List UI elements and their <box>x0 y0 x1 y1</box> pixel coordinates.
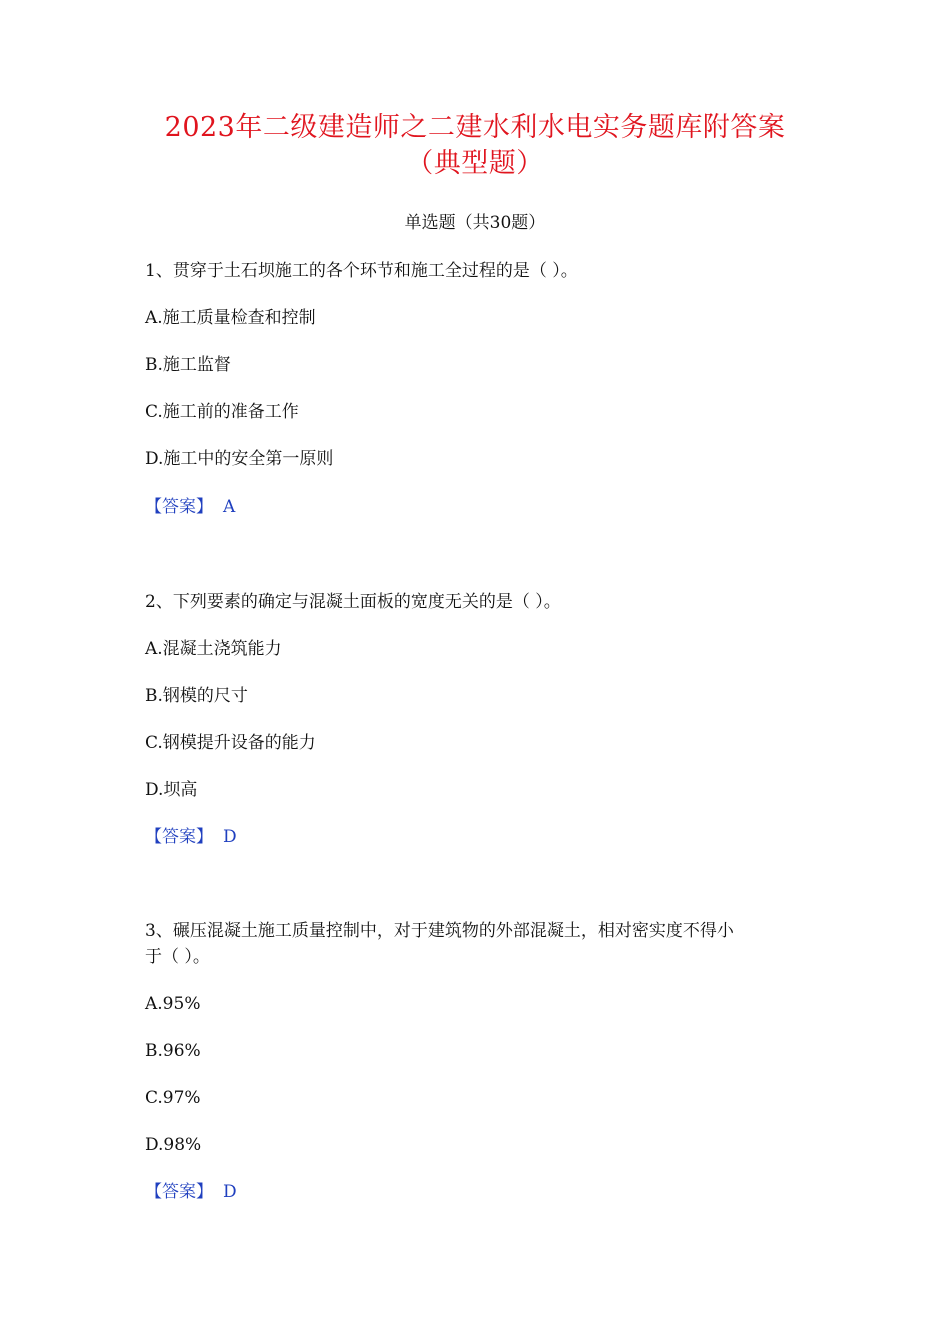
question-2-option-a: A.混凝土浇筑能力 <box>145 639 282 659</box>
question-1-stem: 1、贯穿于土石坝施工的各个环节和施工全过程的是（ ）。 <box>145 261 578 281</box>
question-3-option-c: C.97% <box>145 1088 201 1108</box>
question-2-option-b: B.钢模的尺寸 <box>145 686 248 706</box>
question-1-option-c: C.施工前的准备工作 <box>145 402 299 422</box>
answer-value: A <box>223 497 236 517</box>
question-3-stem-line2: 于（ ）。 <box>145 947 210 967</box>
document-title-line1: 2023年二级建造师之二建水利水电实务题库附答案 <box>164 112 786 143</box>
answer-label: 【答案】 <box>145 1182 213 1202</box>
question-3-stem-line1: 3、碾压混凝土施工质量控制中，对于建筑物的外部混凝土，相对密实度不得小 <box>145 921 734 941</box>
document-title-line2: （典型题） <box>406 148 544 179</box>
question-2-answer <box>145 824 825 850</box>
question-1-answer <box>145 494 825 520</box>
question-3-option-b: B.96% <box>145 1041 201 1061</box>
question-1-option-d: D.施工中的安全第一原则 <box>145 449 334 469</box>
question-2-option-d: D.坝高 <box>145 780 198 800</box>
section-heading: 单选题（共30题） <box>404 213 546 233</box>
question-2-option-c: C.钢模提升设备的能力 <box>145 733 316 753</box>
answer-label: 【答案】 <box>145 497 213 517</box>
answer-value: D <box>223 827 237 847</box>
question-1-option-b: B.施工监督 <box>145 355 231 375</box>
answer-label: 【答案】 <box>145 827 213 847</box>
answer-value: D <box>223 1182 237 1202</box>
question-3-option-a: A.95% <box>145 994 201 1014</box>
question-1-option-a: A.施工质量检查和控制 <box>145 308 316 328</box>
question-2-stem: 2、下列要素的确定与混凝土面板的宽度无关的是（ ）。 <box>145 592 561 612</box>
question-3-answer <box>145 1179 825 1205</box>
question-3-option-d: D.98% <box>145 1135 202 1155</box>
